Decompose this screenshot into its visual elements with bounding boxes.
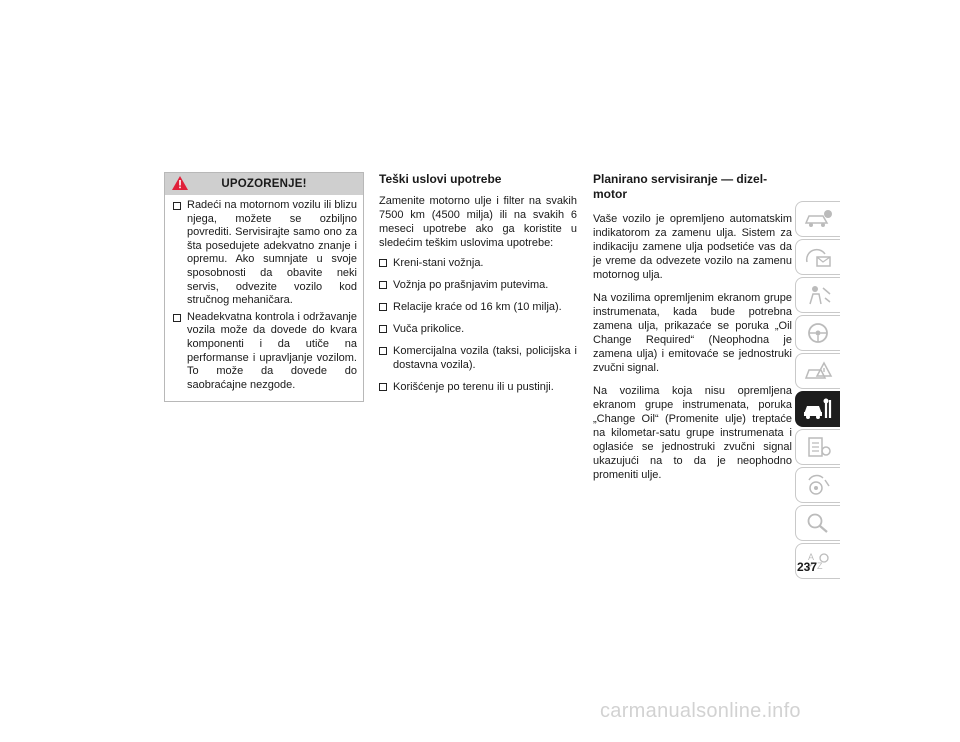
warning-title: UPOZORENJE! [221, 178, 307, 190]
tab-specifications[interactable] [795, 429, 840, 465]
tab-car-info[interactable] [795, 201, 840, 237]
diesel-service-section [593, 172, 792, 491]
svg-text:A: A [808, 552, 815, 562]
severe-intro: Zamenite motorno ulje i filter na svakih 7500 km (4500 milja) ili na svakih 6 meseci upotrebe ako ga koristite u sledećim teškim uslovima upotrebe: [379, 195, 577, 249]
severe-item: Korišćenje po terenu ili u pustinji. [379, 380, 577, 394]
warning-triangle-icon [171, 175, 189, 191]
severe-item: Relacije kraće od 16 km (10 milja). [379, 300, 577, 314]
warning-item: Radeći na motornom vozilu ili blizu njega, možete se ozbiljno povrediti. Servisirajte samo ono za šta posedujete adekvatno znanje i opremu. Ako sumnjate u svoje sposobnosti da obavite neki servis, odvezite vozilo kod stručnog mehaničara. [173, 199, 357, 308]
safety-icon [803, 284, 833, 306]
chapter-tabs [795, 201, 840, 581]
warning-box [164, 172, 364, 402]
severe-conditions-section [379, 172, 577, 402]
watermark: carmanualsonline.info [600, 700, 801, 722]
dashboard-warning-icon [803, 246, 833, 268]
tab-servicing[interactable] [795, 391, 840, 427]
tab-safety[interactable] [795, 277, 840, 313]
severe-item: Vuča prikolice. [379, 322, 577, 336]
diesel-heading: Planirano servisiranje — dizel-motor [593, 172, 768, 201]
search-icon [803, 512, 833, 534]
severe-item: Vožnja po prašnjavim putevima. [379, 278, 577, 292]
severe-heading: Teški uslovi upotrebe [379, 172, 502, 186]
car-service-icon [802, 397, 834, 421]
tab-dashboard-warning[interactable] [795, 239, 840, 275]
car-info-icon [803, 208, 833, 230]
specifications-icon [803, 436, 833, 458]
emergency-icon [803, 360, 833, 382]
steering-wheel-icon [803, 322, 833, 344]
warning-item: Neadekvatna kontrola i održavanje vozila može da dovede do kvara komponenti i da utiče na performanse i upravljanje vozilom. To može da dovede do saobraćajne nezgode. [173, 311, 357, 393]
tab-multimedia[interactable] [795, 467, 840, 503]
diesel-paragraph: Vaše vozilo je opremljeno automatskim indikatorom za zamenu ulja. Sistem za indikaciju zamene ulja podsetiće vas da je vreme da odvezete vozilo na zamenu motornog ulja. [593, 213, 792, 281]
warning-header [165, 173, 363, 195]
diesel-paragraph: Na vozilima koja nisu opremljena ekranom grupe instrumenata, poruka „Change Oil“ (Promenite ulje) treptaće na kilometar-satu grupe instrumenata i oglasiće se jednostruki zvučni signal ukazujući na to da je neophodno promeniti ulje. [593, 385, 792, 481]
svg-text:Z: Z [817, 561, 823, 571]
page-number: 237 [797, 560, 818, 574]
tab-search[interactable] [795, 505, 840, 541]
tab-emergency[interactable] [795, 353, 840, 389]
severe-item: Kreni-stani vožnja. [379, 256, 577, 270]
multimedia-icon [803, 474, 833, 496]
tab-driving[interactable] [795, 315, 840, 351]
severe-item: Komercijalna vozila (taksi, policijska i dostavna vozila). [379, 344, 577, 372]
diesel-paragraph: Na vozilima opremljenim ekranom grupe instrumenata, kada bude potrebna zamena ulja, prikazaće se poruka „Oil Change Required“ (Neophodna je zamena ulja) i emitovaće se jednostruki zvučni signal. [593, 292, 792, 374]
